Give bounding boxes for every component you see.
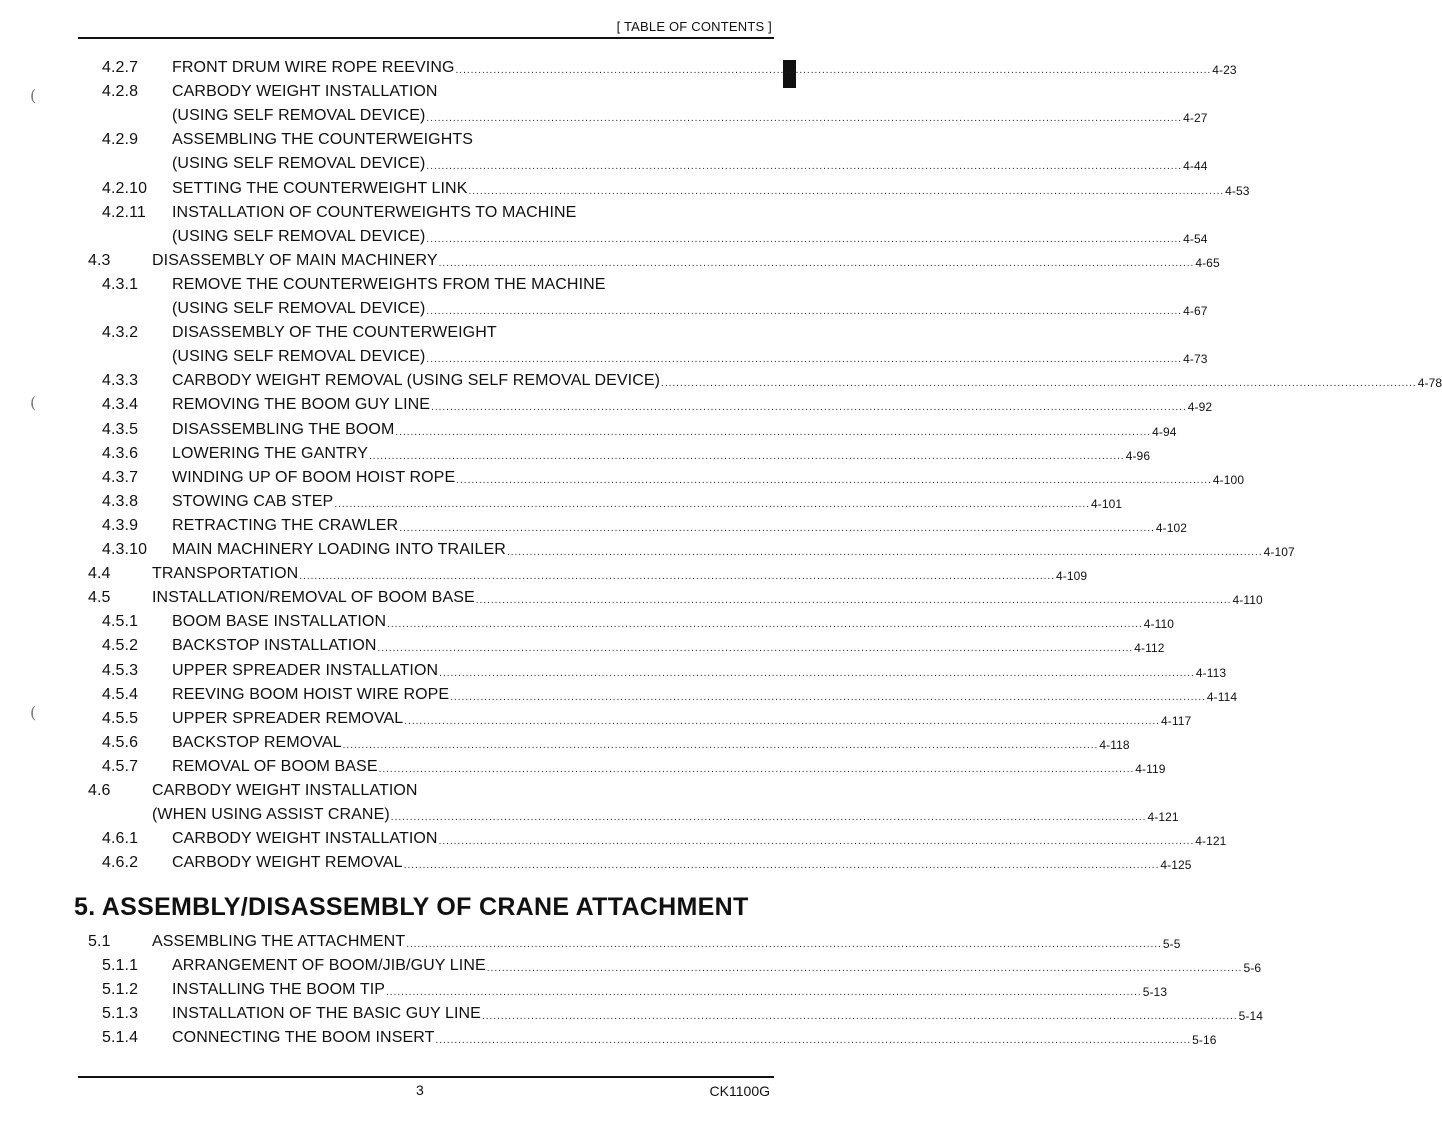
toc-entry-title: (USING SELF REMOVAL DEVICE) [172, 107, 426, 125]
toc-entry-number: 4.3.7 [102, 468, 139, 486]
toc-entry-title: CARBODY WEIGHT INSTALLATION [172, 83, 438, 101]
toc-entry[interactable] [102, 634, 1165, 656]
toc-entry-page: 4-78 [1417, 376, 1442, 391]
toc-entry[interactable] [102, 514, 1188, 536]
toc-entry[interactable] [102, 851, 1192, 873]
toc-dot-leader: ........................................................................................................................................................................................................ [438, 836, 1195, 848]
toc-entry-number: 4.2.11 [102, 203, 146, 221]
toc-entry[interactable] [102, 201, 757, 223]
binding-hole-mark: ( [30, 393, 37, 412]
toc-dot-leader: ........................................................................................................................................................................................................ [342, 739, 1099, 751]
toc-dot-leader: ........................................................................................................................................................................................................ [426, 233, 1183, 245]
toc-dot-leader: ........................................................................................................................................................................................................ [486, 963, 1243, 975]
toc-entry-title: CARBODY WEIGHT INSTALLATION [152, 782, 418, 799]
toc-entry-title: ASSEMBLING THE ATTACHMENT [152, 933, 406, 950]
toc-entry-page: 4-92 [1187, 400, 1213, 415]
toc-dot-leader: ........................................................................................................................................................................................................ [386, 987, 1142, 999]
toc-entry[interactable] [172, 152, 1208, 174]
toc-dot-leader: ........................................................................................................................................................................................................ [426, 306, 1183, 317]
toc-entry-page: 4-112 [1134, 641, 1165, 656]
toc-entry-page: 5-16 [1192, 1033, 1217, 1048]
toc-entry[interactable] [102, 321, 757, 343]
toc-entry-number: 4.3.10 [102, 541, 148, 558]
toc-entry[interactable] [102, 273, 757, 295]
toc-entry-number: 4.3.5 [102, 420, 139, 438]
toc-entry-title: INSTALLATION/REMOVAL OF BOOM BASE [152, 589, 475, 607]
toc-entry[interactable] [172, 297, 1208, 319]
toc-entry-page: 5-5 [1162, 937, 1181, 951]
toc-entry[interactable] [102, 755, 1166, 777]
toc-entry-number: 4.3.9 [102, 516, 139, 534]
toc-dot-leader: ........................................................................................................................................................................................................ [377, 643, 1134, 655]
toc-entry-title: REEVING BOOM HOIST WIRE ROPE [172, 685, 450, 703]
toc-dot-leader: ........................................................................................................................................................................................................ [438, 257, 1195, 269]
toc-entry-page: 4-23 [1212, 63, 1237, 77]
toc-entry-page: 4-44 [1183, 159, 1208, 174]
toc-entry[interactable] [102, 1026, 1217, 1048]
toc-entry[interactable] [102, 683, 1238, 705]
toc-entry[interactable] [172, 225, 1208, 247]
toc-entry[interactable] [102, 418, 1177, 440]
toc-entry[interactable] [102, 490, 1123, 512]
toc-entry-page: 5-6 [1243, 961, 1262, 976]
toc-entry-page: 4-94 [1152, 424, 1177, 439]
toc-dot-leader: ........................................................................................................................................................................................................ [403, 860, 1160, 872]
toc-dot-leader: ........................................................................................................................................................................................................ [455, 65, 1212, 76]
toc-entry-page: 4-73 [1183, 352, 1208, 367]
toc-entry-title: BOOM BASE INSTALLATION [172, 613, 387, 631]
toc-entry[interactable] [102, 369, 1442, 391]
toc-entry[interactable] [172, 345, 1208, 367]
toc-dot-leader: ........................................................................................................................................................................................................ [404, 715, 1160, 727]
toc-entry-title: UPPER SPREADER INSTALLATION [172, 661, 439, 679]
toc-entry[interactable] [102, 393, 1213, 415]
toc-entry-page: 4-121 [1147, 810, 1179, 825]
toc-entry-number: 4.2.10 [102, 179, 148, 197]
toc-entry-number: 4.3.8 [102, 492, 139, 510]
toc-entry-page: 4-110 [1232, 593, 1263, 608]
toc-entry-page: 4-96 [1125, 448, 1151, 463]
toc-entry-page: 4-107 [1263, 545, 1295, 559]
footer-rule [78, 1076, 774, 1078]
chapter-heading: 5. ASSEMBLY/DISASSEMBLY OF CRANE ATTACHMENT [74, 893, 749, 921]
toc-dot-leader: ........................................................................................................................................................................................................ [369, 450, 1125, 462]
toc-entry-title: (WHEN USING ASSIST CRANE) [152, 806, 390, 824]
toc-entry-number: 4.6.2 [102, 854, 139, 872]
toc-entry-number: 4.3 [88, 251, 111, 269]
toc-entry-title: INSTALLATION OF THE BASIC GUY LINE [172, 1005, 481, 1023]
toc-entry-title: INSTALLATION OF COUNTERWEIGHTS TO MACHINE [172, 203, 577, 221]
toc-entry-page: 4-125 [1160, 858, 1192, 873]
toc-entry-title: (USING SELF REMOVAL DEVICE) [172, 155, 426, 173]
toc-entry-number: 4.5.4 [102, 685, 139, 703]
toc-entry-number: 4.5.2 [102, 637, 139, 655]
footer-page-number: 3 [416, 1082, 424, 1098]
toc-dot-leader: ........................................................................................................................................................................................................ [426, 354, 1183, 366]
toc-entry-page: 4-53 [1225, 183, 1250, 198]
toc-entry-number: 4.5.5 [102, 709, 139, 727]
toc-entry[interactable] [102, 128, 757, 150]
toc-entry-page: 4-114 [1206, 689, 1238, 704]
toc-entry-number: 4.2.8 [102, 83, 139, 101]
toc-dot-leader: ........................................................................................................................................................................................................ [450, 691, 1206, 703]
header-label: [ TABLE OF CONTENTS ] [616, 19, 772, 34]
toc-dot-leader: ........................................................................................................................................................................................................ [399, 522, 1155, 534]
toc-entry-title: REMOVAL OF BOOM BASE [172, 757, 378, 775]
toc-dot-leader: ........................................................................................................................................................................................................ [390, 812, 1147, 824]
toc-entry-title: ASSEMBLING THE COUNTERWEIGHTS [172, 131, 474, 149]
toc-dot-leader: ........................................................................................................................................................................................................ [439, 667, 1195, 679]
toc-entry-page: 4-67 [1183, 304, 1208, 318]
toc-dot-leader: ........................................................................................................................................................................................................ [506, 547, 1263, 558]
toc-entry[interactable] [102, 177, 1250, 199]
toc-entry-title: (USING SELF REMOVAL DEVICE) [172, 348, 426, 366]
toc-entry-page: 5-13 [1142, 985, 1168, 1000]
toc-entry-title: TRANSPORTATION [152, 565, 299, 583]
toc-entry-title: LOWERING THE GANTRY [172, 444, 369, 462]
toc-entry-page: 4-109 [1055, 569, 1088, 584]
toc-entry-number: 5.1.1 [102, 957, 139, 975]
toc-entry-number: 4.4 [88, 565, 111, 583]
toc-entry[interactable] [88, 562, 1088, 584]
toc-entry[interactable] [102, 659, 1227, 681]
toc-entry-number: 4.5.7 [102, 757, 139, 775]
toc-entry-title: SETTING THE COUNTERWEIGHT LINK [172, 179, 468, 197]
toc-entry[interactable] [102, 978, 1168, 1000]
toc-entry-title: STOWING CAB STEP [172, 492, 334, 510]
toc-entry-title: MAIN MACHINERY LOADING INTO TRAILER [172, 541, 506, 558]
toc-entry-title: CARBODY WEIGHT REMOVAL [172, 854, 403, 872]
toc-entry[interactable] [102, 954, 1262, 976]
toc-entry-title: CARBODY WEIGHT INSTALLATION [172, 830, 438, 848]
header-rule [78, 37, 774, 39]
toc-entry-page: 4-121 [1195, 834, 1227, 849]
toc-entry-title: INSTALLING THE BOOM TIP [172, 981, 386, 999]
toc-entry-title: WINDING UP OF BOOM HOIST ROPE [172, 468, 456, 486]
toc-entry-title: CONNECTING THE BOOM INSERT [172, 1029, 435, 1047]
toc-entry-number: 4.3.4 [102, 396, 139, 414]
toc-entry-number: 4.5.1 [102, 613, 139, 631]
toc-entry-page: 4-119 [1135, 761, 1166, 776]
toc-entry[interactable] [88, 586, 1263, 608]
toc-entry[interactable] [152, 803, 1179, 825]
toc-entry-page: 4-118 [1099, 737, 1130, 752]
toc-entry[interactable] [102, 1002, 1264, 1024]
toc-entry[interactable] [88, 249, 1220, 271]
toc-entry-number: 4.5 [88, 589, 111, 607]
toc-entry[interactable] [102, 731, 1130, 753]
toc-entry[interactable] [102, 610, 1175, 632]
toc-entry-page: 4-54 [1183, 231, 1208, 246]
toc-entry-page: 4-113 [1195, 665, 1227, 680]
toc-dot-leader: ........................................................................................................................................................................................................ [426, 113, 1183, 125]
toc-entry[interactable] [172, 104, 1208, 126]
toc-entry-number: 4.2.9 [102, 131, 139, 149]
toc-dot-leader: ........................................................................................................................................................................................................ [299, 571, 1055, 583]
toc-entry[interactable] [102, 707, 1192, 729]
toc-entry-title: REMOVE THE COUNTERWEIGHTS FROM THE MACHINE [172, 275, 606, 293]
toc-entry[interactable] [102, 538, 1295, 560]
toc-entry-number: 4.3.1 [102, 275, 139, 293]
toc-entry-title: DISASSEMBLY OF MAIN MACHINERY [152, 251, 438, 269]
toc-entry-number: 4.3.6 [102, 444, 139, 462]
toc-dot-leader: ........................................................................................................................................................................................................ [406, 939, 1162, 950]
toc-entry-number: 5.1.4 [102, 1029, 139, 1047]
toc-entry[interactable] [102, 827, 1227, 849]
toc-entry-number: 5.1.2 [102, 981, 139, 999]
binding-hole-mark: ( [30, 703, 37, 722]
toc-entry-page: 4-101 [1091, 496, 1123, 511]
binding-hole-mark: ( [30, 86, 37, 105]
toc-entry-number: 4.5.6 [102, 733, 139, 751]
toc-entry[interactable] [88, 779, 757, 801]
toc-dot-leader: ........................................................................................................................................................................................................ [481, 1011, 1238, 1023]
toc-entry-title: (USING SELF REMOVAL DEVICE) [172, 227, 426, 245]
toc-entry-page: 5-14 [1238, 1009, 1264, 1024]
toc-entry-title: REMOVING THE BOOM GUY LINE [172, 396, 431, 414]
toc-entry-number: 4.2.7 [102, 59, 139, 76]
toc-entry[interactable] [102, 56, 1237, 78]
toc-entry-number: 5.1.3 [102, 1005, 139, 1023]
toc-dot-leader: ........................................................................................................................................................................................................ [468, 185, 1225, 197]
toc-entry-number: 4.3.2 [102, 324, 139, 342]
toc-dot-leader: ........................................................................................................................................................................................................ [431, 402, 1187, 414]
toc-entry-title: ARRANGEMENT OF BOOM/JIB/GUY LINE [172, 957, 486, 975]
toc-entry-number: 5.1 [88, 933, 111, 950]
toc-entry-title: CARBODY WEIGHT REMOVAL (USING SELF REMOVAL DEVICE) [172, 372, 661, 390]
toc-entry[interactable] [88, 930, 1181, 952]
toc-dot-leader: ........................................................................................................................................................................................................ [378, 763, 1135, 775]
toc-entry-page: 4-110 [1143, 617, 1175, 632]
toc-entry-title: RETRACTING THE CRAWLER [172, 516, 399, 534]
toc-dot-leader: ........................................................................................................................................................................................................ [395, 426, 1152, 438]
toc-entry[interactable] [102, 442, 1151, 464]
toc-entry-page: 4-100 [1212, 472, 1245, 487]
toc-dot-leader: ........................................................................................................................................................................................................ [426, 161, 1183, 173]
toc-entry-number: 4.6.1 [102, 830, 139, 848]
toc-dot-leader: ........................................................................................................................................................................................................ [334, 498, 1090, 510]
toc-entry-number: 4.5.3 [102, 661, 139, 679]
toc-entry-number: 4.3.3 [102, 372, 139, 390]
toc-entry-number: 4.6 [88, 782, 111, 799]
toc-entry-title: BACKSTOP INSTALLATION [172, 637, 377, 655]
toc-entry-page: 4-102 [1155, 520, 1188, 535]
toc-dot-leader: ........................................................................................................................................................................................................ [475, 595, 1232, 607]
toc-entry[interactable] [102, 80, 757, 102]
toc-entry-title: DISASSEMBLING THE BOOM [172, 420, 395, 438]
toc-entry-page: 4-117 [1160, 713, 1192, 728]
toc-entry-page: 4-27 [1183, 111, 1208, 126]
toc-entry-title: BACKSTOP REMOVAL [172, 733, 342, 751]
toc-entry-title: FRONT DRUM WIRE ROPE REEVING [172, 59, 455, 76]
toc-entry-title: (USING SELF REMOVAL DEVICE) [172, 300, 426, 317]
toc-entry[interactable] [102, 466, 1245, 488]
toc-entry-title: DISASSEMBLY OF THE COUNTERWEIGHT [172, 324, 497, 342]
toc-dot-leader: ........................................................................................................................................................................................................ [456, 474, 1212, 486]
footer-model: CK1100G [709, 1083, 770, 1099]
toc-entry-page: 4-65 [1195, 255, 1220, 270]
toc-dot-leader: ........................................................................................................................................................................................................ [435, 1035, 1192, 1047]
toc-entry-title: UPPER SPREADER REMOVAL [172, 709, 404, 727]
toc-dot-leader: ........................................................................................................................................................................................................ [661, 378, 1417, 390]
toc-dot-leader: ........................................................................................................................................................................................................ [387, 619, 1143, 631]
